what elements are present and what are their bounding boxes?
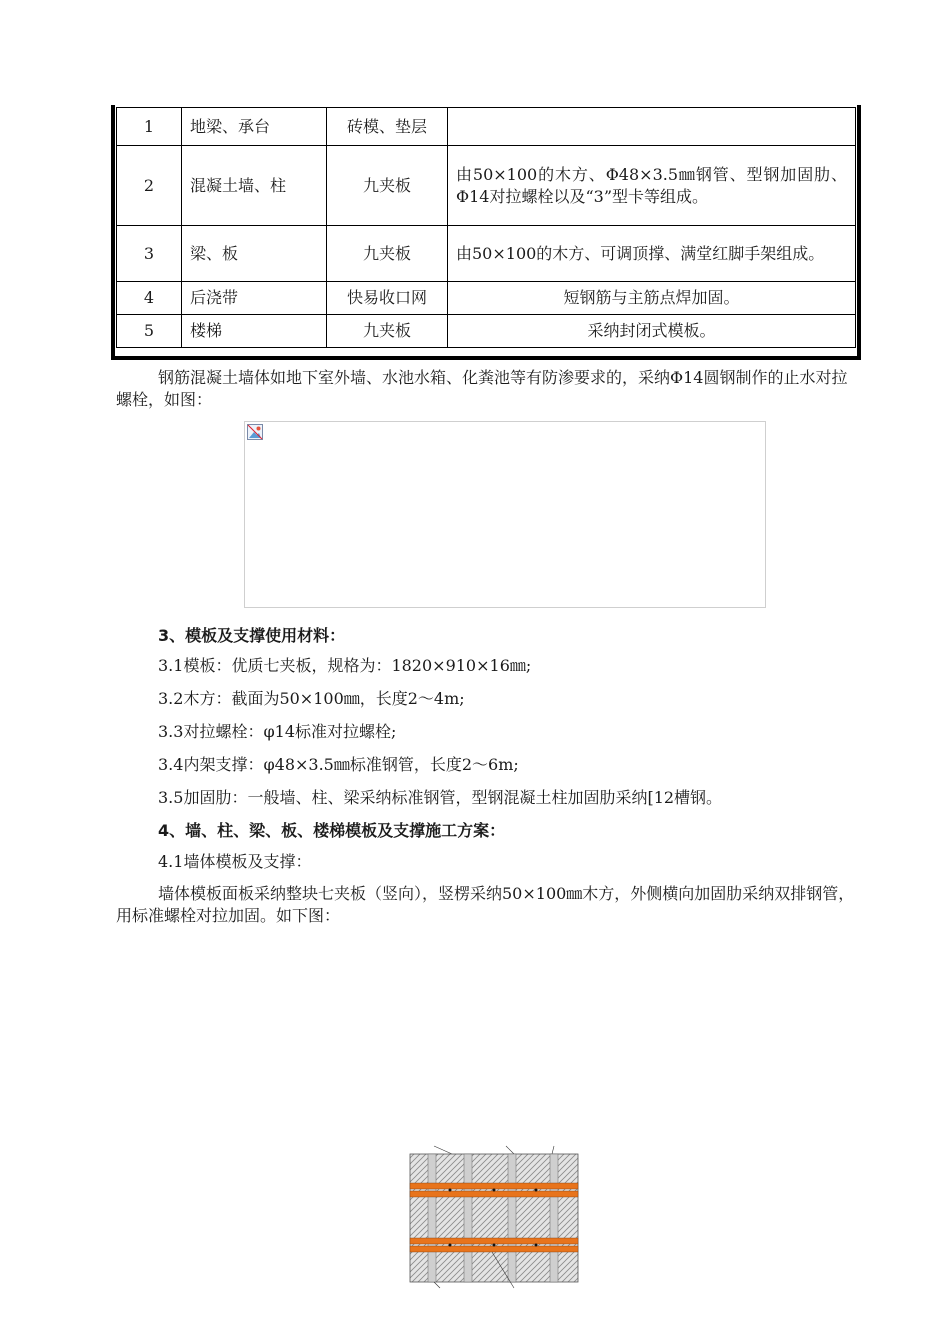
broken-image-icon — [247, 424, 263, 440]
row-description — [448, 108, 856, 146]
row-description: 采纳封闭式模板。 — [448, 315, 856, 348]
row-material: 九夹板 — [327, 226, 448, 282]
row-number: 4 — [117, 282, 182, 315]
material-item-5: 3.5加固肋：一般墙、柱、梁采纳标准钢管，型钢混凝土柱加固肋采纳[12槽钢。 — [158, 788, 723, 807]
formwork-table — [116, 107, 856, 348]
row-number: 2 — [117, 146, 182, 226]
row-material: 九夹板 — [327, 315, 448, 348]
section-3-heading: 3、模板及支撑使用材料： — [158, 626, 346, 645]
row-description: 由50×100的木方、可调顶撑、满堂红脚手架组成。 — [448, 226, 856, 282]
row-material: 九夹板 — [327, 146, 448, 226]
row-part: 地梁、承台 — [182, 108, 327, 146]
table-row — [117, 146, 856, 226]
material-item-3: 3.3对拉螺栓：φ14标准对拉螺栓; — [158, 722, 397, 741]
row-number: 5 — [117, 315, 182, 348]
row-part: 混凝土墙、柱 — [182, 146, 327, 226]
table-row — [117, 226, 856, 282]
material-item-2: 3.2木方：截面为50×100㎜，长度2～4m; — [158, 689, 465, 708]
row-part: 梁、板 — [182, 226, 327, 282]
row-material: 快易收口网 — [327, 282, 448, 315]
wall-formwork-paragraph: 墙体模板面板采纳整块七夹板（竖向），竖楞采纳50×100㎜木方，外侧横向加固肋采纳双排钢管，用标准螺栓对拉加固。如下图： — [116, 884, 855, 925]
row-number: 3 — [117, 226, 182, 282]
row-description: 由50×100的木方、Φ48×3.5㎜钢管、型钢加固肋、Φ14对拉螺栓以及“3”型卡等组成。 — [448, 146, 856, 226]
table-row — [117, 282, 856, 315]
intro-paragraph: 钢筋混凝土墙体如地下室外墙、水池水箱、化粪池等有防渗要求的，采纳Φ14圆钢制作的止水对拉螺栓，如图： — [116, 368, 848, 409]
row-number: 1 — [117, 108, 182, 146]
row-description: 短钢筋与主筋点焊加固。 — [448, 282, 856, 315]
section-4-1-subheading: 4.1墙体模板及支撑： — [158, 852, 312, 871]
material-item-4: 3.4内架支撑：φ48×3.5㎜标准钢管，长度2～6m; — [158, 755, 519, 774]
table-row — [117, 108, 856, 146]
row-part: 后浇带 — [182, 282, 327, 315]
row-material: 砖模、垫层 — [327, 108, 448, 146]
section-4-heading: 4、墙、柱、梁、板、楼梯模板及支撑施工方案： — [158, 821, 506, 840]
table-row — [117, 315, 856, 348]
image-placeholder — [244, 421, 766, 608]
wall-formwork-diagram — [404, 1140, 584, 1290]
row-part: 楼梯 — [182, 315, 327, 348]
material-item-1: 3.1模板：优质七夹板，规格为：1820×910×16㎜; — [158, 656, 532, 675]
